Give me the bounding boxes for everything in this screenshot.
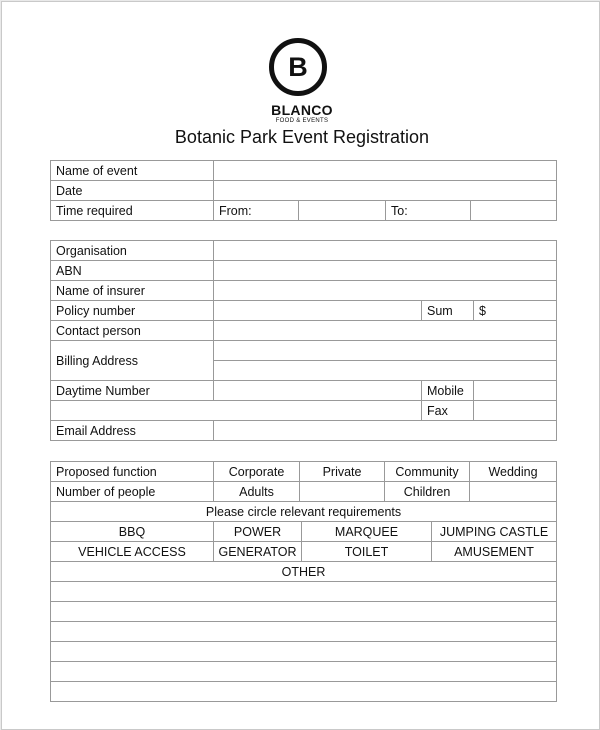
billing-address-field-2[interactable] bbox=[214, 361, 557, 381]
to-label: To: bbox=[386, 201, 471, 221]
table-row bbox=[51, 381, 557, 401]
to-time-field[interactable] bbox=[471, 201, 557, 221]
event-details-table bbox=[50, 160, 557, 221]
adults-field[interactable] bbox=[300, 482, 385, 502]
option-corporate[interactable]: Corporate bbox=[214, 462, 300, 482]
table-row bbox=[51, 602, 557, 622]
table-row bbox=[51, 502, 557, 522]
requirement-jumping-castle[interactable]: JUMPING CASTLE bbox=[432, 522, 557, 542]
requirements-heading: Please circle relevant requirements bbox=[51, 502, 557, 522]
table-row bbox=[51, 462, 557, 482]
table-row bbox=[51, 522, 557, 542]
requirement-marquee[interactable]: MARQUEE bbox=[302, 522, 432, 542]
daytime-number-label: Daytime Number bbox=[51, 381, 214, 401]
other-field-line-4[interactable] bbox=[51, 642, 557, 662]
other-field-line-2[interactable] bbox=[51, 602, 557, 622]
function-details-table bbox=[50, 461, 557, 702]
policy-number-label: Policy number bbox=[51, 301, 214, 321]
table-row bbox=[51, 161, 557, 181]
option-community[interactable]: Community bbox=[385, 462, 470, 482]
requirement-toilet[interactable]: TOILET bbox=[302, 542, 432, 562]
email-address-field[interactable] bbox=[214, 421, 557, 441]
children-label: Children bbox=[385, 482, 470, 502]
adults-label: Adults bbox=[214, 482, 300, 502]
other-label: OTHER bbox=[51, 562, 557, 582]
daytime-number-field[interactable] bbox=[214, 381, 422, 401]
from-label: From: bbox=[214, 201, 299, 221]
name-of-event-field[interactable] bbox=[214, 161, 557, 181]
proposed-function-label: Proposed function bbox=[51, 462, 214, 482]
fax-label: Fax bbox=[422, 401, 474, 421]
table-row bbox=[51, 241, 557, 261]
table-row bbox=[51, 662, 557, 682]
other-field-line-3[interactable] bbox=[51, 622, 557, 642]
name-of-event-label: Name of event bbox=[51, 161, 214, 181]
from-time-field[interactable] bbox=[299, 201, 386, 221]
policy-number-field[interactable] bbox=[214, 301, 422, 321]
contact-person-label: Contact person bbox=[51, 321, 214, 341]
logo-letter: B bbox=[288, 51, 308, 82]
time-required-label: Time required bbox=[51, 201, 214, 221]
organisation-field[interactable] bbox=[214, 241, 557, 261]
requirement-vehicle-access[interactable]: VEHICLE ACCESS bbox=[51, 542, 214, 562]
other-field-line-5[interactable] bbox=[51, 662, 557, 682]
table-row bbox=[51, 542, 557, 562]
table-row bbox=[51, 622, 557, 642]
table-row bbox=[51, 261, 557, 281]
other-field-line-1[interactable] bbox=[51, 582, 557, 602]
other-field-line-6[interactable] bbox=[51, 682, 557, 702]
requirement-power[interactable]: POWER bbox=[214, 522, 302, 542]
table-row bbox=[51, 682, 557, 702]
table-row bbox=[51, 582, 557, 602]
mobile-field[interactable] bbox=[474, 381, 557, 401]
form-title: Botanic Park Event Registration bbox=[174, 127, 430, 147]
billing-address-field-1[interactable] bbox=[214, 341, 557, 361]
children-field[interactable] bbox=[470, 482, 557, 502]
table-row bbox=[51, 401, 557, 421]
email-address-label: Email Address bbox=[51, 421, 214, 441]
abn-field[interactable] bbox=[214, 261, 557, 281]
daytime-number-extra-field[interactable] bbox=[51, 401, 422, 421]
insurer-label: Name of insurer bbox=[51, 281, 214, 301]
brand-tagline: FOOD & EVENTS bbox=[275, 118, 329, 124]
insurer-field[interactable] bbox=[214, 281, 557, 301]
table-row bbox=[51, 562, 557, 582]
table-row bbox=[51, 482, 557, 502]
table-row bbox=[51, 642, 557, 662]
table-row bbox=[51, 421, 557, 441]
table-row bbox=[51, 321, 557, 341]
organisation-label: Organisation bbox=[51, 241, 214, 261]
table-row bbox=[51, 201, 557, 221]
table-row bbox=[51, 181, 557, 201]
table-row bbox=[51, 301, 557, 321]
abn-label: ABN bbox=[51, 261, 214, 281]
requirement-generator[interactable]: GENERATOR bbox=[214, 542, 302, 562]
mobile-label: Mobile bbox=[422, 381, 474, 401]
date-label: Date bbox=[51, 181, 214, 201]
fax-field[interactable] bbox=[474, 401, 557, 421]
option-wedding[interactable]: Wedding bbox=[470, 462, 557, 482]
number-of-people-label: Number of people bbox=[51, 482, 214, 502]
sum-field[interactable]: $ bbox=[474, 301, 557, 321]
date-field[interactable] bbox=[214, 181, 557, 201]
registration-form-page bbox=[1, 1, 600, 730]
option-private[interactable]: Private bbox=[300, 462, 385, 482]
table-row bbox=[51, 341, 557, 361]
requirement-bbq[interactable]: BBQ bbox=[51, 522, 214, 542]
organisation-details-table bbox=[50, 240, 557, 441]
brand-name: BLANCO bbox=[271, 102, 333, 118]
requirement-amusement[interactable]: AMUSEMENT bbox=[432, 542, 557, 562]
blanco-logo bbox=[269, 38, 327, 96]
sum-label: Sum bbox=[422, 301, 474, 321]
billing-address-label: Billing Address bbox=[51, 341, 214, 381]
contact-person-field[interactable] bbox=[214, 321, 557, 341]
table-row bbox=[51, 281, 557, 301]
